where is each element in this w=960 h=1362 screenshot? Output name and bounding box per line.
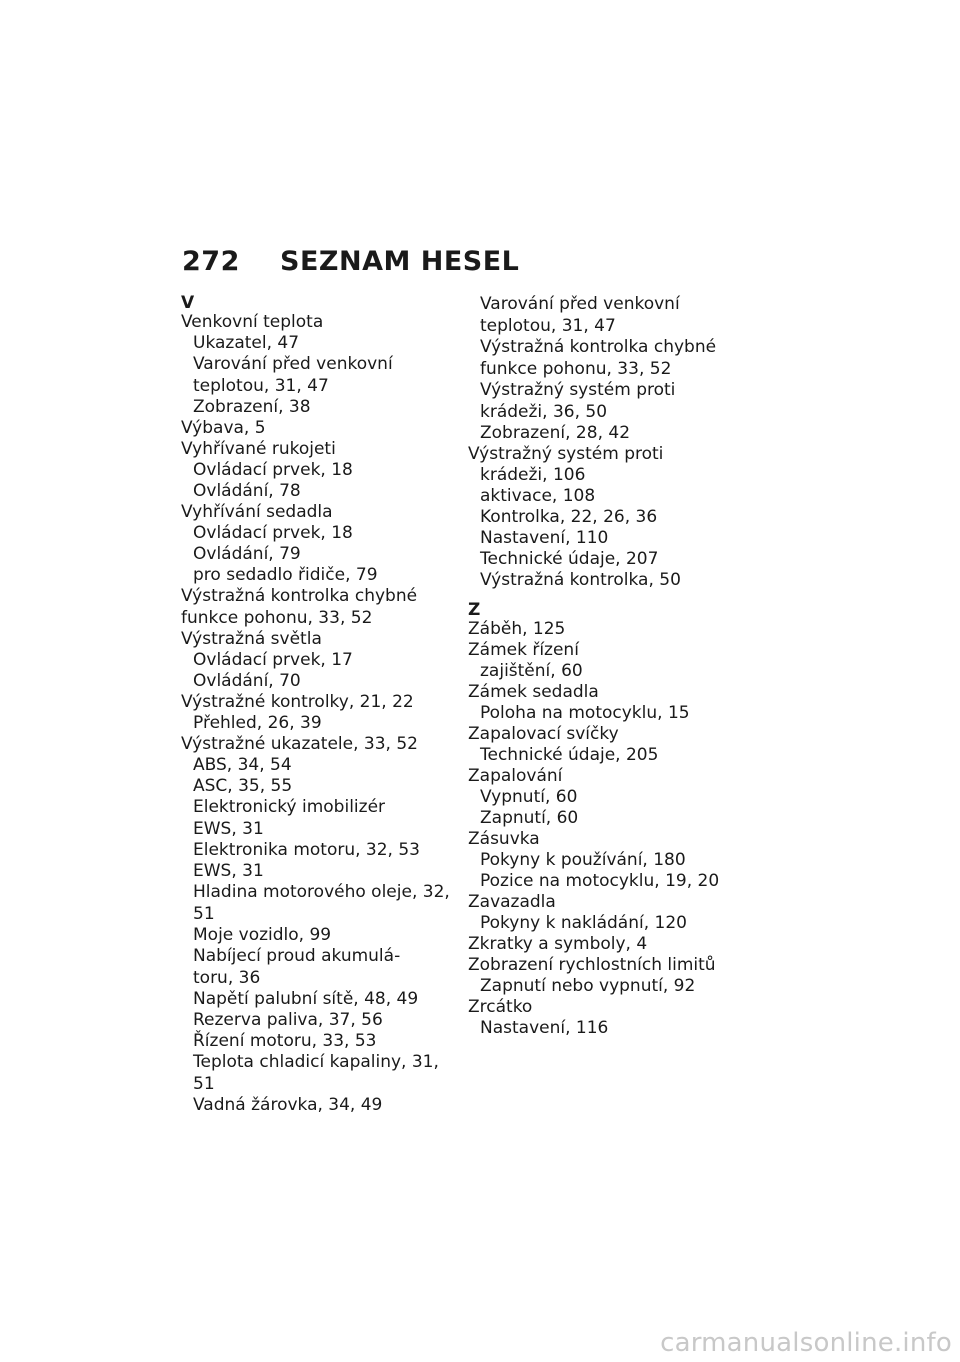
index-subentry: Ovládací prvek, 17	[193, 650, 353, 670]
index-entry: Zavazadla	[468, 892, 556, 912]
index-entry: Výstražný systém proti	[468, 444, 664, 464]
index-entry-line: krádeži, 36, 50	[480, 402, 608, 422]
index-entry: Venkovní teplota	[181, 312, 324, 332]
index-subentry: Výstražná kontrolka, 50	[480, 570, 681, 590]
index-subentry: Elektronika motoru, 32, 53	[193, 840, 420, 860]
index-subentry: Zapnutí, 60	[480, 808, 579, 828]
index-subentry	[181, 354, 451, 397]
index-column-left	[181, 294, 451, 1116]
index-subentry: Pokyny k používání, 180	[480, 850, 686, 870]
index-entry: Vyhřívané rukojeti	[181, 439, 336, 459]
index-subentry: Přehled, 26, 39	[193, 713, 322, 733]
index-subentry: EWS, 31	[193, 861, 264, 881]
index-entry: Výstražné kontrolky, 21, 22	[181, 692, 414, 712]
index-subentry: Zobrazení, 28, 42	[480, 423, 631, 443]
index-entry: Zámek řízení	[468, 640, 579, 660]
index-subentry: ASC, 35, 55	[193, 776, 293, 796]
index-subentry: Kontrolka, 22, 26, 36	[480, 507, 658, 527]
index-entry-line: Elektronický imobilizér	[193, 797, 386, 817]
watermark: carmanualsonline.info	[660, 1328, 952, 1358]
index-entry: Zásuvka	[468, 829, 540, 849]
index-subentry: Zobrazení, 38	[193, 397, 311, 417]
index-subentry: pro sedadlo řidiče, 79	[193, 565, 378, 585]
index-subentry: krádeži, 106	[480, 465, 586, 485]
index-entry: Zapalovací svíčky	[468, 724, 619, 744]
index-entry: Zkratky a symboly, 4	[468, 934, 648, 954]
index-entry-line: Výstražný systém proti	[480, 380, 676, 400]
index-entry-line: EWS, 31	[193, 819, 264, 839]
index-entry-line: Hladina motorového oleje, 32,	[193, 882, 450, 902]
index-entry-line: toru, 36	[193, 968, 261, 988]
index-subentry: Ovládání, 70	[193, 671, 301, 691]
index-subentry: Ovládání, 78	[193, 481, 301, 501]
index-subentry: Ovládání, 79	[193, 544, 301, 564]
index-subentry: ABS, 34, 54	[193, 755, 292, 775]
index-subentry	[468, 337, 738, 380]
index-entry-line: teplotou, 31, 47	[480, 316, 616, 336]
index-letter-heading: V	[181, 293, 195, 313]
index-subentry: Pokyny k nakládání, 120	[480, 913, 687, 933]
index-entry-line: Varování před venkovní	[193, 354, 393, 374]
index-entry: Zobrazení rychlostních limitů	[468, 955, 716, 975]
index-entry: Zapalování	[468, 766, 563, 786]
index-entry-line: 51	[193, 904, 215, 924]
index-entry-line: funkce pohonu, 33, 52	[480, 359, 672, 379]
index-entry-line: Nabíjecí proud akumulá-	[193, 946, 401, 966]
index-subentry	[468, 294, 738, 337]
index-subentry: Ovládací prvek, 18	[193, 523, 353, 543]
index-subentry: Řízení motoru, 33, 53	[193, 1031, 377, 1051]
index-subentry: Rezerva paliva, 37, 56	[193, 1010, 383, 1030]
index-subentry: Zapnutí nebo vypnutí, 92	[480, 976, 696, 996]
index-entry: Vyhřívání sedadla	[181, 502, 333, 522]
index-subentry: Pozice na motocyklu, 19, 20	[480, 871, 720, 891]
index-subentry: Vypnutí, 60	[480, 787, 578, 807]
index-subentry	[181, 797, 451, 840]
index-subentry: Vadná žárovka, 34, 49	[193, 1095, 383, 1115]
index-subentry: Ukazatel, 47	[193, 333, 300, 353]
index-subentry	[181, 1052, 451, 1095]
index-letter-heading: Z	[468, 600, 481, 620]
index-entry: Zrcátko	[468, 997, 533, 1017]
index-subentry: Nastavení, 116	[480, 1018, 609, 1038]
index-entry: Zámek sedadla	[468, 682, 599, 702]
index-subentry: Nastavení, 110	[480, 528, 609, 548]
index-subentry: Technické údaje, 205	[480, 745, 659, 765]
index-subentry: Moje vozidlo, 99	[193, 925, 332, 945]
index-subentry: zajištění, 60	[480, 661, 583, 681]
index-subentry	[181, 946, 451, 989]
page-title: SEZNAM HESEL	[280, 246, 520, 277]
index-entry	[181, 586, 451, 629]
page-header	[182, 246, 519, 277]
index-entry: Výstražné ukazatele, 33, 52	[181, 734, 418, 754]
index-entry-line: Teplota chladicí kapaliny, 31,	[193, 1052, 439, 1072]
index-entry: Výbava, 5	[181, 418, 266, 438]
index-subentry	[181, 882, 451, 925]
index-entry-line: funkce pohonu, 33, 52	[181, 608, 373, 628]
index-entry-line: Výstražná kontrolka chybné	[181, 586, 418, 606]
index-subentry: aktivace, 108	[480, 486, 596, 506]
index-subentry: Ovládací prvek, 18	[193, 460, 353, 480]
index-entry-line: teplotou, 31, 47	[193, 376, 329, 396]
index-entry: Výstražná světla	[181, 629, 322, 649]
index-subentry: Napětí palubní sítě, 48, 49	[193, 989, 419, 1009]
index-entry-line: Varování před venkovní	[480, 294, 680, 314]
index-subentry: Poloha na motocyklu, 15	[480, 703, 690, 723]
index-entry: Záběh, 125	[468, 619, 566, 639]
index-subentry: Technické údaje, 207	[480, 549, 659, 569]
index-subentry	[468, 380, 738, 423]
index-column-right	[468, 294, 738, 1039]
index-entry-line: Výstražná kontrolka chybné	[480, 337, 717, 357]
index-entry-line: 51	[193, 1074, 215, 1094]
page-number: 272	[182, 246, 240, 277]
